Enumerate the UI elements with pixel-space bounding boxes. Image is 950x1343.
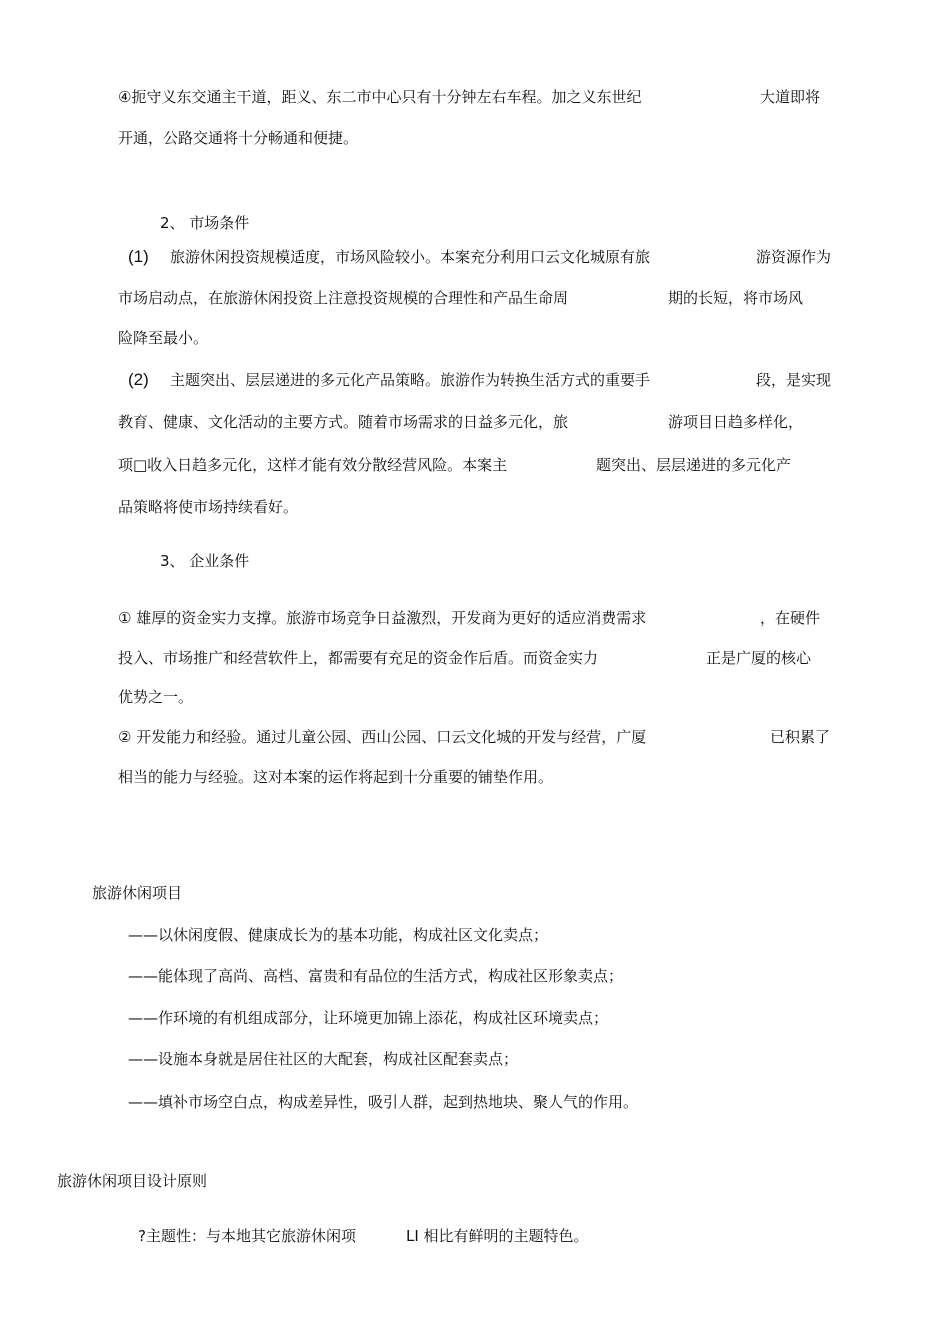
text-segment: 已积累了	[770, 728, 831, 746]
text-segment: 游项目日趋多样化，	[668, 413, 804, 431]
text-segment: 投入、市场推广和经营软件上，都需要有充足的资金作后盾。而资金实力	[118, 649, 599, 667]
text-segment: 游资源作为	[756, 248, 832, 266]
text-segment: LI 相比有鲜明的主题特色。	[406, 1227, 589, 1245]
text-segment: 段，是实现	[756, 371, 832, 389]
bullet-item: ——以休闲度假、健康成长为的基本功能，构成社区文化卖点；	[128, 926, 549, 944]
bullet-item: ——设施本身就是居住社区的大配套，构成社区配套卖点；	[128, 1050, 519, 1068]
enterprise-item-1-line-3: 优势之一。	[118, 688, 194, 706]
section-heading-market: 2、 市场条件	[160, 214, 250, 232]
item-number: (2)	[128, 370, 149, 389]
market-item-2-line-4: 品策略将使市场持续看好。	[118, 498, 299, 516]
enterprise-item-2-line-2: 相当的能力与经验。这对本案的运作将起到十分重要的铺垫作用。	[118, 768, 554, 786]
text-segment: ?主题性：与本地其它旅游休闲项	[138, 1227, 356, 1245]
text-segment: ，在硬件	[760, 609, 821, 627]
text-segment: 主题突出、层层递进的多元化产品策略。旅游作为转换生活方式的重要手	[170, 371, 651, 389]
text-segment: 期的长短，将市场风	[668, 289, 804, 307]
text-segment: 项□收入日趋多元化，这样才能有效分散经营风险。本案主	[118, 456, 508, 474]
text-segment: ② 开发能力和经验。通过儿童公园、西山公园、口云文化城的开发与经营，广厦	[118, 728, 647, 746]
bullet-item: ——填补市场空白点，构成差异性，吸引人群，起到热地块、聚人气的作用。	[128, 1093, 639, 1111]
bullet-item: ——作环境的有机组成部分，让环境更加锦上添花，构成社区环境卖点；	[128, 1009, 609, 1027]
text-segment: 市场启动点，在旅游休闲投资上注意投资规模的合理性和产品生命周	[118, 289, 569, 307]
bullet-item: ——能体现了高尚、高档、富贵和有品位的生活方式，构成社区形象卖点；	[128, 967, 624, 985]
text-segment: 旅游休闲投资规模适度，市场风险较小。本案充分利用口云文化城原有旅	[170, 248, 651, 266]
paragraph-transport-line-2: 开通，公路交通将十分畅通和便捷。	[118, 129, 359, 147]
text-segment: 大道即将	[760, 88, 821, 106]
text-segment: 题突出、层层递进的多元化产	[596, 456, 792, 474]
text-segment: 正是广厦的核心	[706, 649, 812, 667]
section-title-leisure-projects: 旅游休闲项目	[92, 884, 183, 902]
item-number: (1)	[128, 247, 149, 266]
text-segment: 教育、健康、文化活动的主要方式。随着市场需求的日益多元化，旅	[118, 413, 569, 431]
text-segment: ① 雄厚的资金实力支撑。旅游市场竞争日益激烈，开发商为更好的适应消费需求	[118, 609, 647, 627]
section-heading-enterprise: 3、 企业条件	[160, 552, 250, 570]
market-item-1-line-3: 险降至最小。	[118, 329, 209, 347]
section-title-design-principles: 旅游休闲项目设计原则	[57, 1172, 208, 1190]
text-segment: ④扼守义东交通主干道，距义、东二市中心只有十分钟左右车程。加之义东世纪	[118, 88, 642, 106]
